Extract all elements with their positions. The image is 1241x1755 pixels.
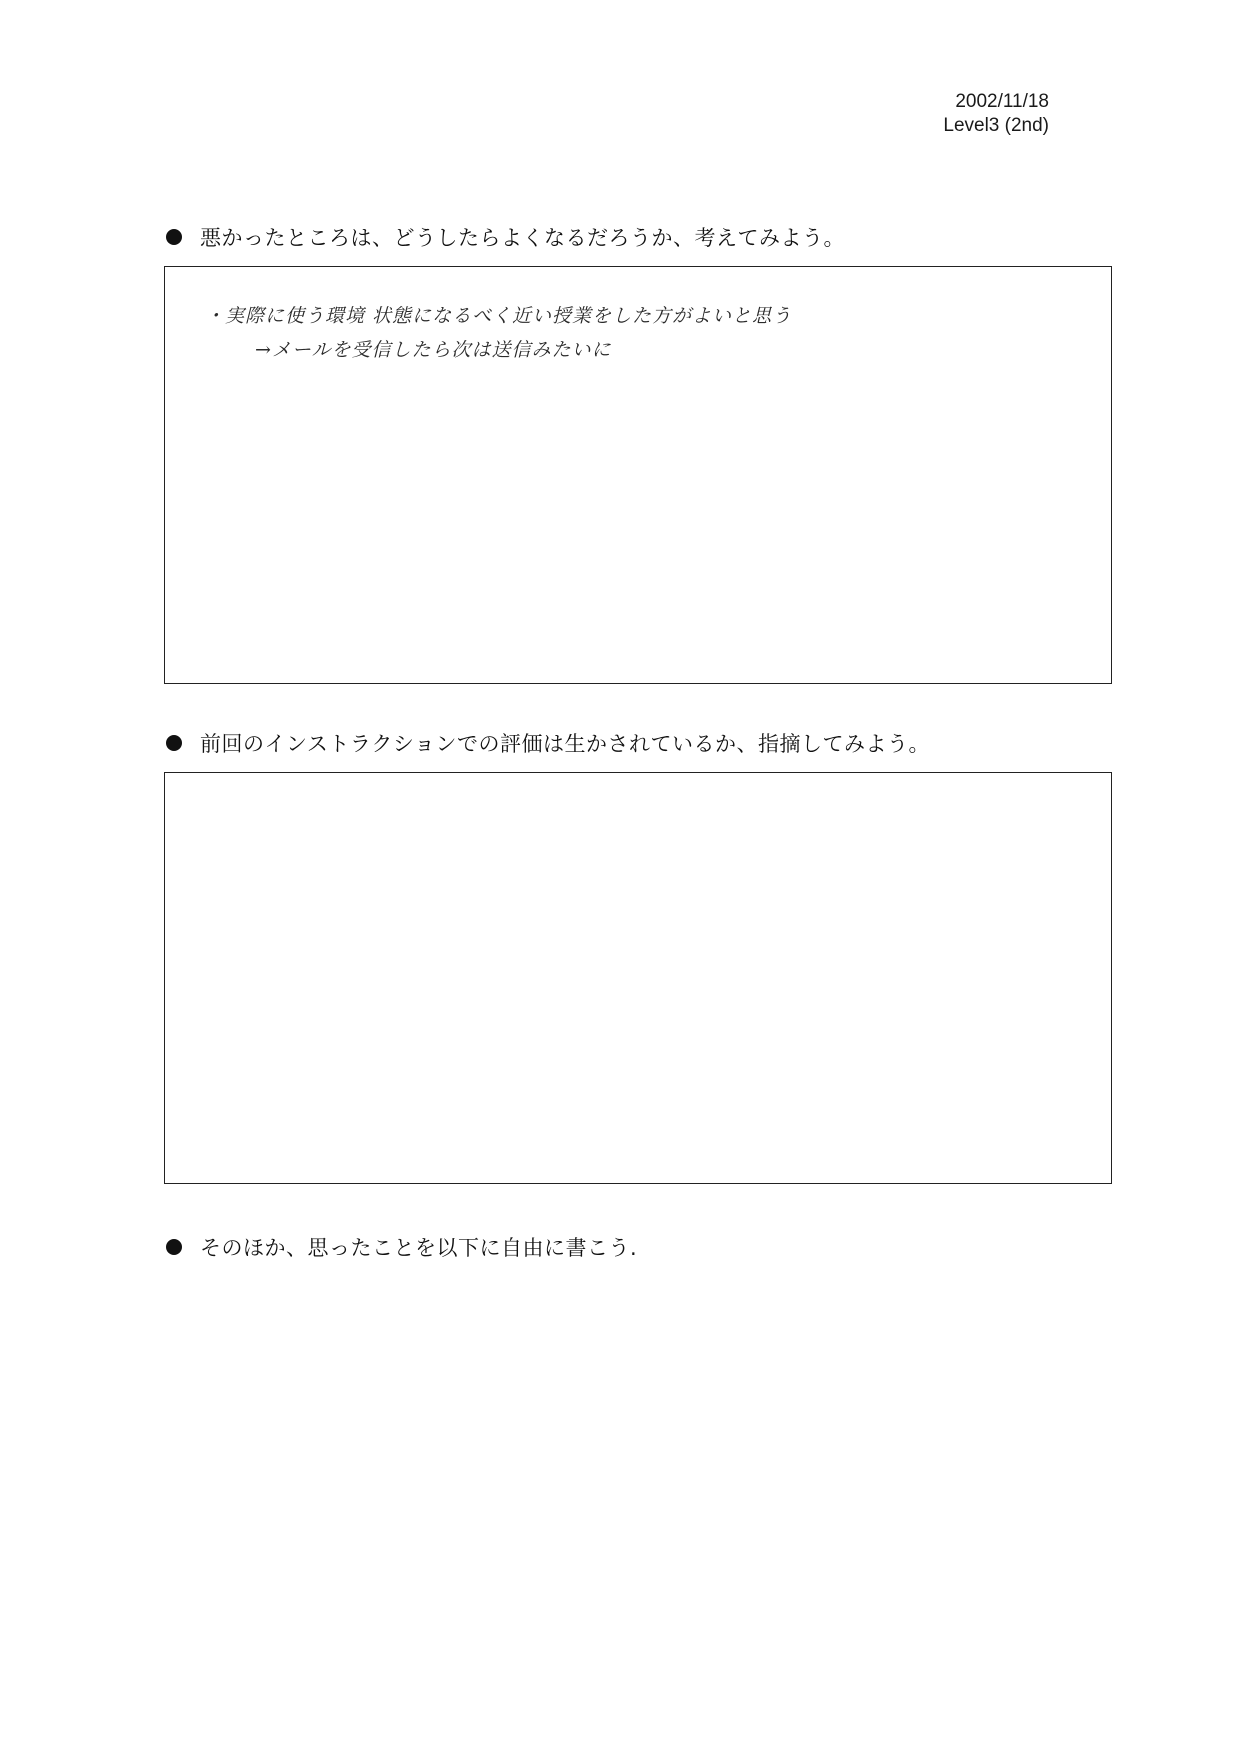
document-date: 2002/11/18	[955, 91, 1049, 112]
bullet-icon	[166, 1239, 182, 1255]
document-level: Level3 (2nd)	[943, 115, 1049, 136]
question-3-text: そのほか、思ったことを以下に自由に書こう.	[200, 1236, 638, 1260]
question-1	[166, 222, 845, 252]
answer-1-line-1: ・実際に使う環境 状態になるべく近い授業をした方がよいと思う	[205, 305, 793, 327]
bullet-icon	[166, 229, 182, 245]
question-3	[166, 1232, 637, 1262]
bullet-icon	[166, 735, 182, 751]
answer-box-1[interactable]	[164, 266, 1112, 684]
question-2-text: 前回のインストラクションでの評価は生かされているか、指摘してみよう。	[200, 732, 930, 756]
question-2	[166, 728, 930, 758]
question-1-text: 悪かったところは、どうしたらよくなるだろうか、考えてみよう。	[200, 226, 845, 250]
document-header	[943, 90, 1049, 138]
answer-1-line-2: →メールを受信したら次は送信みたいに	[255, 339, 612, 361]
answer-box-2[interactable]	[164, 772, 1112, 1184]
